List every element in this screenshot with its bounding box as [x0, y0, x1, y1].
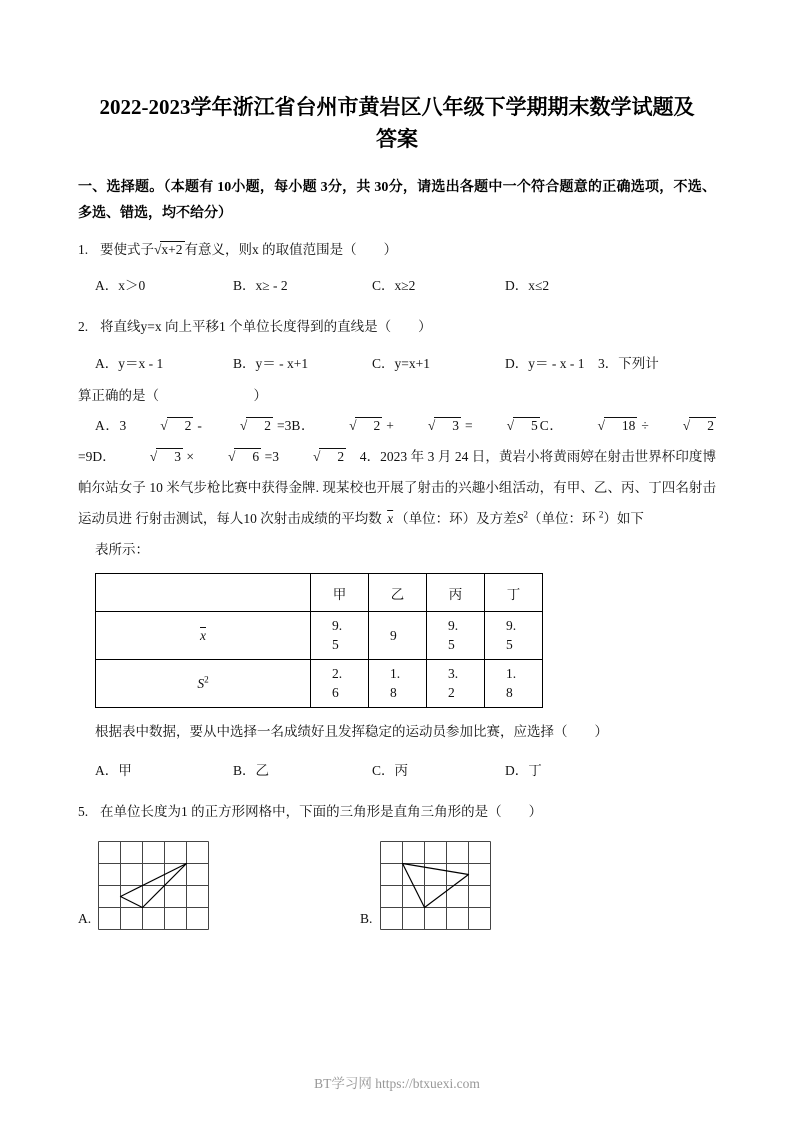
question-2-number: 2.	[78, 319, 89, 335]
variance-exponent: 2	[204, 674, 209, 685]
radicand: 18	[604, 417, 638, 434]
equals-sign: =	[461, 417, 473, 433]
grid-figure-a	[98, 841, 210, 931]
unit-exponent: 2	[598, 509, 604, 520]
radicand: 2	[167, 417, 194, 434]
footer-link[interactable]: BT学习网 https://btxuexi.com	[314, 1076, 480, 1091]
table-row-mean	[96, 612, 543, 660]
radical-sign-icon: √	[427, 417, 436, 433]
row-label-mean	[96, 612, 311, 660]
option-c-label: C．	[539, 417, 564, 433]
option-a-label: A．3	[95, 417, 127, 433]
x-bar-symbol: $\overline{x}$	[387, 511, 394, 527]
header-bing: 丙	[427, 574, 485, 612]
operator: ×	[182, 449, 194, 465]
sqrt-expression	[279, 441, 346, 472]
grid-lines	[381, 841, 491, 929]
sqrt-expression	[649, 410, 716, 441]
table-cell	[485, 612, 543, 660]
question-5-figures	[78, 841, 716, 931]
question-4-tail: ）如下	[603, 511, 644, 527]
option-a: A．甲	[95, 763, 132, 779]
table-cell	[427, 660, 485, 708]
grid-figure-b	[380, 841, 492, 931]
option-b-label: B．	[291, 417, 316, 433]
radicand: 2	[355, 417, 382, 434]
figure-a-label: A.	[78, 910, 92, 926]
header-ding: 丁	[485, 574, 543, 612]
mean-yi: 9	[390, 627, 397, 643]
operator: ÷	[637, 417, 649, 433]
radicand: 3	[434, 417, 461, 434]
option-b: B．y＝ - x+1	[233, 355, 309, 371]
option-c: C．y=x+1	[372, 355, 430, 371]
radicand: 2	[319, 448, 346, 465]
radical-sign-icon: √	[349, 417, 357, 433]
radicand: 6	[234, 448, 261, 465]
option-b: B．乙	[233, 763, 270, 779]
grid-lines	[99, 841, 209, 929]
question-4-text-mid: （单位：环）及方差	[395, 511, 517, 527]
option-d-label: D．	[92, 449, 116, 465]
sqrt-expression	[194, 441, 261, 472]
question-2	[78, 316, 716, 338]
question-1-number: 1.	[78, 241, 89, 257]
radical-sign-icon: √	[597, 417, 605, 433]
footer-watermark	[0, 1072, 794, 1092]
table-header-row	[96, 574, 543, 612]
table-cell	[427, 612, 485, 660]
sqrt-expression	[473, 410, 540, 441]
radicand: x+2	[161, 241, 183, 257]
question-4-options	[95, 759, 716, 779]
header-blank	[96, 574, 311, 612]
question-3-stem-continuation: 算正确的是（ ）	[78, 387, 267, 403]
table-cell	[311, 660, 369, 708]
radical-sign-icon: √	[506, 417, 515, 433]
radical-sign-icon: √	[160, 417, 168, 433]
sqrt-expression	[116, 441, 183, 472]
table-row-variance	[96, 660, 543, 708]
header-yi: 乙	[369, 574, 427, 612]
table-cell	[311, 612, 369, 660]
option-d: D．丁	[505, 763, 542, 779]
figure-a	[78, 841, 210, 931]
variance-jia: 2.6	[332, 666, 343, 700]
sqrt-expression	[206, 410, 273, 441]
variance-symbol: S	[197, 675, 205, 691]
radicand: 5	[513, 417, 540, 434]
question-1-text-post: 有意义，则x 的取值范围是（ ）	[184, 241, 398, 257]
variance-symbol: S	[516, 511, 524, 527]
operator: +	[382, 417, 394, 433]
equals-value: =3	[261, 449, 279, 465]
x-bar-symbol: $\overline{x}$	[200, 627, 206, 643]
sqrt-expression	[394, 410, 461, 441]
option-a: A．x＞0	[95, 278, 146, 294]
question-5	[78, 801, 716, 823]
page-title	[78, 92, 716, 155]
figure-b-label: B.	[360, 910, 373, 926]
table-cell	[369, 660, 427, 708]
radical-sign-icon: √	[149, 449, 158, 465]
question-2-text: 将直线y=x 向上平移1 个单位长度得到的直线是（ ）	[100, 319, 432, 335]
radicand: 2	[689, 417, 716, 434]
question-1	[78, 239, 716, 261]
question-1-text-pre: 要使式子	[100, 241, 154, 257]
radical-sign-icon: √	[312, 449, 321, 465]
figure-b	[360, 841, 492, 931]
question-1-options	[95, 274, 716, 294]
mean-bing: 9.5	[448, 618, 459, 652]
equals-value: =9	[78, 449, 93, 465]
header-jia: 甲	[311, 574, 369, 612]
question-2-options	[95, 352, 716, 372]
question-5-number: 5.	[78, 804, 89, 820]
section-heading: 一、选择题。（本题有 10小题，每小题 3分，共 30分，请选出各题中一个符合题意的正确选项，不选、多选、错选，均不给分）	[78, 180, 716, 221]
option-d: D．y＝ - x - 1 3．下列计	[505, 355, 659, 371]
row-label-variance	[96, 660, 311, 708]
page-title-line2: 答案	[376, 126, 418, 151]
equals-value: =3	[273, 417, 292, 433]
option-b: B．x≥ - 2	[233, 278, 288, 294]
option-c: C．x≥2	[372, 278, 416, 294]
question-4-units: （单位：环	[527, 511, 599, 527]
table-cell	[485, 660, 543, 708]
radicand: 3	[156, 448, 183, 465]
score-table	[95, 573, 543, 708]
operator: -	[193, 417, 206, 433]
radical-sign-icon: √	[682, 417, 691, 433]
question-4-conclusion: 根据表中数据，要从中选择一名成绩好且发挥稳定的运动员参加比赛，应选择（ ）	[95, 724, 608, 740]
radical-sign-icon: √	[239, 417, 248, 433]
mean-ding: 9.5	[506, 618, 517, 652]
option-d: D．x≤2	[505, 278, 550, 294]
sqrt-expression	[154, 239, 185, 261]
page-title-line1: 2022-2023学年浙江省台州市黄岩区八年级下学期期末数学试题及	[99, 95, 695, 119]
radical-sign-icon: √	[154, 241, 162, 257]
option-a: A．y＝x - 1	[95, 355, 164, 371]
question-4-text: 4．2023 年 3 月 24 日，黄岩小将黄雨婷在射击世界杯印度博帕尔站女子 10 米气步枪比赛中获得金牌. 现某校也开展了射击的兴趣小组活动，有甲、乙、丙、丁四名射击运动员进 行射击测试，每人10 次射击成绩的平均数	[78, 449, 716, 527]
radical-sign-icon: √	[228, 449, 236, 465]
variance-yi: 1.8	[390, 666, 401, 700]
mean-jia: 9.5	[332, 618, 343, 652]
option-c: C．丙	[372, 763, 409, 779]
sqrt-expression	[563, 410, 637, 441]
variance-ding: 1.8	[506, 666, 517, 700]
variance-exponent: 2	[523, 509, 528, 520]
question-3-options-and-question-4	[78, 410, 716, 534]
sqrt-expression	[126, 410, 193, 441]
table-intro: 表所示：	[95, 542, 149, 558]
table-cell	[369, 612, 427, 660]
question-5-text: 在单位长度为1 的正方形网格中，下面的三角形是直角三角形的是（ ）	[100, 804, 543, 820]
variance-bing: 3.2	[448, 666, 459, 700]
radicand: 2	[246, 417, 273, 434]
sqrt-expression	[315, 410, 382, 441]
